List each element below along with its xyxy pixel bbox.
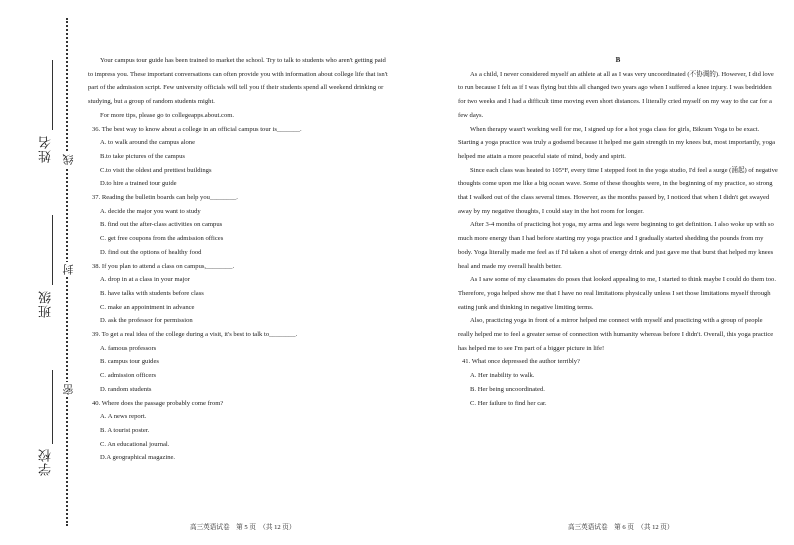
class-label: 班级	[38, 290, 53, 318]
option-a: A. famous professors	[100, 344, 157, 352]
option-d: D.A geographical magazine.	[100, 454, 176, 462]
option-d: D. ask the professor for permission	[100, 317, 193, 325]
name-label: 姓名	[38, 135, 53, 163]
question-stem: 37. Reading the bulletin boards can help you________.	[92, 194, 238, 202]
option-a: A. to walk around the campus alone	[100, 139, 196, 147]
option-d: D. random students	[100, 385, 152, 393]
option-a: A. decide the major you want to study	[100, 207, 201, 215]
passage-paragraph: Your campus tour guide has been trained to market the school. Try to talk to students who aren't getting paid to impress you. These important conversations can often provide you with information about college life that isn't part of the admission script. Few university officials will tell you if their students spend all weekend drinking or studying, but a group of random students might.	[88, 57, 388, 106]
passage-paragraph: Since each class was heated to 105°F, every time I stepped foot in the yoga studio, I'd feel a surge (涌起) of negative thoughts come upon me like a big ocean wave. Some of these thoughts were, in the beginning of my practice, so strong that I walked out of the class several times. However, as the months passed by, I noticed that when I didn't get swayed away by my negative thoughts, I could stay in the hot room for longer.	[458, 166, 778, 215]
question-40	[88, 397, 388, 466]
option-d: D. find out the options of healthy food	[100, 248, 202, 256]
option-c: C. Her failure to find her car.	[470, 399, 547, 407]
option-b: B. find out the after-class activities on campus	[100, 221, 223, 229]
option-c: C. An educational journal.	[100, 440, 170, 448]
option-c: C. get free coupons from the admission offices	[100, 235, 224, 243]
option-b: B. A tourist poster.	[100, 426, 150, 434]
option-b: B. have talks with students before class	[100, 289, 204, 297]
question-37	[88, 191, 388, 260]
seal-word-close: 密	[63, 384, 75, 395]
passage-paragraph: Also, practicing yoga in front of a mirror helped me connect with myself and practicing with a group of people really helped me to feel a greater sense of connection with humanity whereas before I didn't. Overall, this yoga practice has helped me to see I'm part of a bigger picture in life!	[458, 317, 774, 352]
binding-margin	[0, 0, 90, 545]
question-stem: 41. What once depressed the author terribly?	[462, 358, 580, 366]
option-b: B.to take pictures of the campus	[100, 152, 185, 160]
option-b: B. Her being uncoordinated.	[470, 385, 545, 393]
option-d: D.to hire a trained tour guide	[100, 180, 177, 188]
page-6-footer: 高三英语试卷 第 6 页 （共 12 页）	[568, 524, 674, 531]
section-title: B	[615, 56, 621, 64]
page-6-column	[458, 54, 778, 410]
passage-paragraph: After 3-4 months of practicing hot yoga, my arms and legs were beginning to get definition. I also woke up with so much more energy than I had before starting my yoga practice and I gradually started shedding the pounds from my body. Yoga literally made me feel as if I'd taken a shot of energy drink and just gave me that burst that helped my knees heal and made my overall health better.	[458, 221, 774, 270]
option-a: A. Her inability to walk.	[470, 372, 535, 380]
option-b: B. campus tour guides	[100, 358, 159, 366]
option-c: C.to visit the oldest and prettiest buildings	[100, 166, 212, 174]
question-stem: 38. If you plan to attend a class on campus,________.	[92, 262, 235, 270]
seal-word-seal: 封	[63, 264, 75, 275]
question-39	[88, 328, 388, 397]
page-5-footer: 高三英语试卷 第 5 页 （共 12 页）	[190, 524, 296, 531]
passage-tips: For more tips, please go to collegeapps.about.com.	[100, 111, 235, 119]
question-41	[458, 355, 778, 410]
question-stem: 39. To get a real idea of the college during a visit, it's best to talk to________.	[92, 331, 298, 339]
seal-word-line: 线	[63, 154, 75, 165]
option-a: A. drop in at a class in your major	[100, 276, 190, 284]
question-stem: 40. Where does the passage probably come from?	[92, 399, 224, 407]
question-38	[88, 260, 388, 329]
question-36	[88, 123, 388, 192]
school-label: 学校	[38, 448, 53, 476]
class-field[interactable]	[52, 215, 53, 285]
option-c: C. admission officers	[100, 372, 157, 380]
option-c: C. make an appointment in advance	[100, 303, 195, 311]
school-field[interactable]	[52, 370, 53, 444]
passage-paragraph: As a child, I never considered myself an athlete at all as I was very uncoordinated (不协调的). However, I did love to run because I felt as if I was flying but this all changed two years ago when I suffered a knee injury. I was bedridden for two weeks and I had a difficult time moving even short distances. I literally cried myself on my way to the car for a few days.	[458, 70, 774, 119]
name-field[interactable]	[52, 60, 53, 130]
question-stem: 36. The best way to know about a college in an official campus tour is_______.	[92, 125, 302, 133]
page-5-column	[88, 54, 388, 465]
option-a: A. A news report.	[100, 413, 147, 421]
passage-paragraph: When therapy wasn't working well for me, I signed up for a hot yoga class for girls, Bikram Yoga to be exact. Starting a yoga practice was truly a godsend because it helped me gain strength in my knees but, most importantly, yoga helped me attain a more peaceful state of mind, body and spirit.	[458, 125, 776, 160]
passage-paragraph: As I saw some of my classmates do poses that looked appealing to me, I started to think maybe I could do them too. Therefore, yoga helped show me that I have no real limitations physically unless I set those limitations myself through eating junk and thinking in negative limiting terms.	[458, 276, 776, 311]
